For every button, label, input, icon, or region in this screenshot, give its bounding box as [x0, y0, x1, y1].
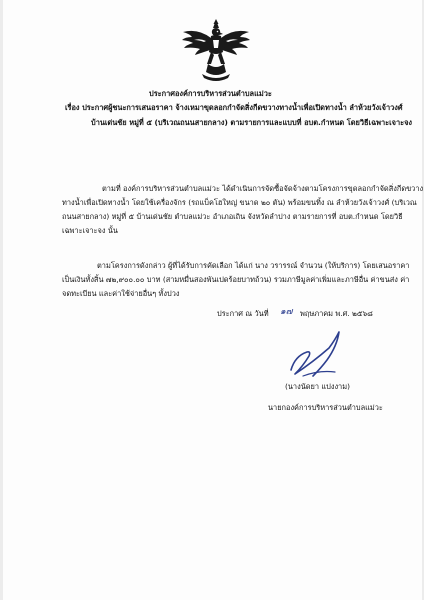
garuda-emblem-icon	[180, 18, 252, 82]
signer-name: (นางนัดยา แปงงาม)	[285, 382, 350, 391]
body-para1-line4: เฉพาะเจาะจง นั้น	[62, 226, 118, 235]
body-para2-line3: จดทะเบียน และค่าใช้จ่ายอื่นๆ ทั้งปวง	[62, 289, 180, 298]
date-suffix: พฤษภาคม พ.ศ. ๒๕๖๘	[300, 309, 373, 318]
document-page	[3, 0, 422, 600]
body-para1-line2: ทางน้ำเพื่อเปิดทางน้ำ โดยใช้เครื่องจักร (รถแบ็คโฮใหญ่ ขนาด ๒๐ ตัน) พร้อมขนทิ้ง ณ ลำห้วยวังเจ้าวงศ์ (บริเวณ	[62, 198, 417, 207]
body-para1-line1: ตามที่ องค์การบริหารส่วนตำบลแม่วะ ได้ดำเนินการจัดซื้อจัดจ้างตามโครงการขุดลอกกำจัดสิ่งกีดขวาง	[102, 184, 424, 193]
subject-line-1: เรื่อง ประกาศผู้ชนะการเสนอราคา จ้างเหมาขุดลอกกำจัดสิ่งกีดขวางทางน้ำเพื่อเปิดทางน้ำ ลำห้วยวังเจ้าวงศ์	[65, 103, 403, 112]
body-para2-line2: เป็นเงินทั้งสิ้น ๗๒,๙๐๐.๐๐ บาท (สามหมื่นสองพันเปดร้อยบาทถ้วน) รวมภาษีมูลค่าเพิ่มและภาษีอื่น ค่าขนส่ง ค่า	[62, 275, 410, 284]
body-para2-line1: ตามโครงการดังกล่าว ผู้ที่ได้รับการคัดเลือก ได้แก่ นาง วรารรณ์ จำนวน (ให้บริการ) โดยเสนอราคา	[97, 261, 410, 270]
signature	[273, 326, 363, 386]
signer-title: นายกองค์การบริหารส่วนตำบลแม่วะ	[268, 403, 383, 412]
document-title: ประกาศองค์การบริหารส่วนตำบลแม่วะ	[149, 89, 272, 98]
body-para1-line3: ถนนสายกลาง) หมู่ที่ ๕ บ้านเด่นชัย ตำบลแม่วะ อำเภอเถิน จังหวัดลำปาง ตามรายการที่ อบต.กำหนด โดยวิธี	[62, 212, 403, 221]
date-day: ๑๗	[280, 307, 293, 317]
date-prefix: ประกาศ ณ วันที่	[217, 309, 269, 318]
subject-line-2: บ้านเด่นชัย หมู่ที่ ๕ (บริเวณถนนสายกลาง) ตามรายการและแบบที่ อบต.กำหนด โดยวิธีเฉพาะเจาะจง	[91, 118, 413, 127]
